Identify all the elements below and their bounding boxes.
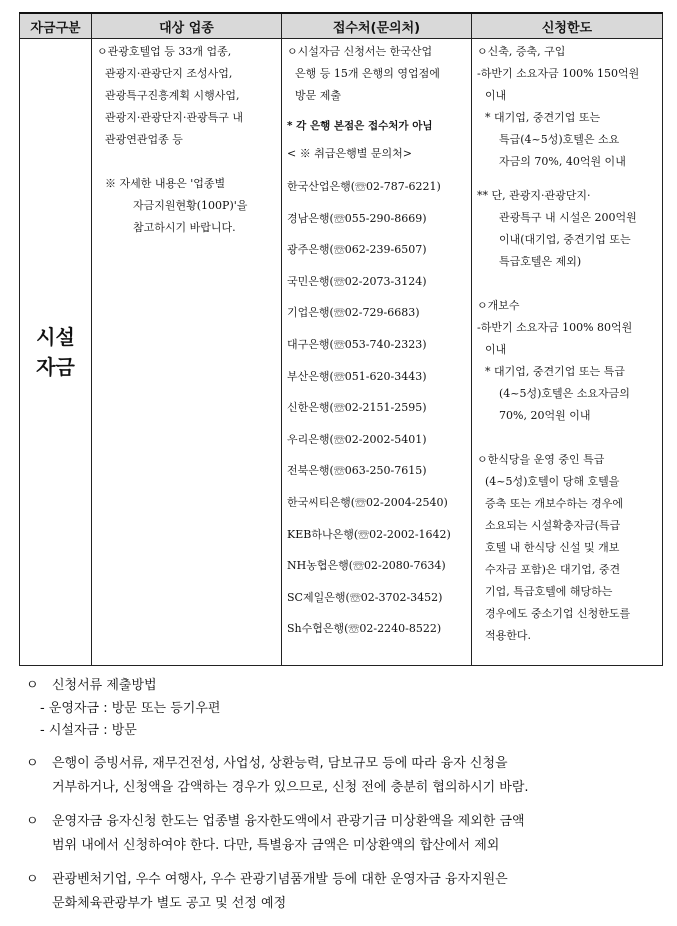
bank-contact: KEB하나은행(☏02-2002-1642): [287, 527, 451, 541]
industry-note-line: 참고하시기 바랍니다.: [133, 221, 236, 234]
limit-line: 호텔 내 한식당 신설 및 개보: [485, 541, 620, 554]
limit-line: ㅇ개보수: [477, 299, 520, 312]
limit-line: ** 단, 관광지·관광단지·: [477, 189, 591, 202]
bank-contact: NH농협은행(☏02-2080-7634): [287, 559, 446, 573]
limit-line: * 대기업, 중견기업 또는: [485, 111, 601, 124]
bank-contact: 기업은행(☏02-729-6683): [287, 306, 420, 320]
bank-contact: 신한은행(☏02-2151-2595): [287, 401, 427, 415]
bullet-icon: ㅇ: [26, 814, 39, 829]
note-bank-review: [26, 752, 656, 800]
limit-line: 자금의 70%, 40억원 이내: [499, 155, 626, 168]
limit-line: -하반기 소요자금 100% 150억원: [477, 67, 640, 80]
industry-line: 관광연관업종 등: [105, 133, 183, 146]
table-header-row: [20, 13, 663, 39]
note-title: 신청서류 제출방법: [52, 678, 157, 693]
fund-category-line: 자금: [36, 355, 75, 379]
bullet-icon: ㅇ: [26, 756, 39, 771]
reception-cell: [282, 39, 472, 666]
note-venture-support: [26, 868, 656, 916]
bank-contact: 경남은행(☏055-290-8669): [287, 211, 427, 225]
bank-contact: 한국산업은행(☏02-787-6221): [287, 180, 441, 193]
bank-contact: 우리은행(☏02-2002-5401): [287, 432, 427, 446]
fund-category-line: 시설: [36, 325, 75, 349]
limit-line: 이내: [485, 343, 507, 356]
limit-cell: [472, 39, 663, 666]
table-row: [20, 39, 663, 666]
bank-contact: 국민은행(☏02-2073-3124): [287, 274, 427, 288]
limit-line: ㅇ한식당을 운영 중인 특급: [477, 453, 605, 466]
bank-list: [287, 171, 467, 645]
limit-line: 경우에도 중소기업 신청한도를: [485, 607, 631, 620]
loan-table: [19, 12, 663, 666]
limit-line: 특급(4~5성)호텔은 소요: [499, 133, 620, 146]
reception-intro-line: ㅇ시설자금 신청서는 한국산업: [287, 45, 433, 58]
reception-intro-line: 은행 등 15개 은행의 영업점에: [295, 67, 440, 80]
limit-line: 70%, 20억원 이내: [499, 409, 591, 422]
bank-contact: 한국씨티은행(☏02-2004-2540): [287, 495, 448, 509]
header-limit: 신청한도: [472, 13, 663, 39]
bank-contact: 전북은행(☏063-250-7615): [287, 464, 427, 478]
limit-line: 증축 또는 개보수하는 경우에: [485, 497, 624, 510]
reception-bold-note: * 각 은행 본점은 접수처가 아님: [287, 120, 433, 132]
note-submission: [26, 674, 656, 742]
note-text: 거부하거나, 신청액을 감액하는 경우가 있으므로, 신청 전에 충분히 협의하시기 바람.: [52, 780, 529, 795]
limit-line: 수자금 포함)은 대기업, 중견: [485, 563, 621, 576]
bullet-icon: ㅇ: [26, 872, 39, 887]
industry-line: 관광특구진흥계획 시행사업,: [105, 89, 240, 102]
limit-line: ㅇ신축, 증축, 구입: [477, 45, 566, 58]
industry-note-line: ※ 자세한 내용은 '업종별: [105, 177, 226, 190]
limit-line: 소요되는 시설확충자금(특급: [485, 519, 621, 532]
bank-contact: Sh수협은행(☏02-2240-8522): [287, 622, 442, 636]
bank-contact: 광주은행(☏062-239-6507): [287, 243, 427, 257]
limit-line: 기업, 특급호텔에 해당하는: [485, 585, 613, 598]
header-industry: 대상 업종: [92, 13, 282, 39]
note-subitem: - 시설자금 : 방문: [40, 723, 137, 738]
industry-note-line: 자금지원현황(100P)'을: [133, 199, 248, 212]
industry-cell: [92, 39, 282, 666]
bullet-icon: ㅇ: [26, 678, 39, 693]
note-text: 문화체육관광부가 별도 공고 및 선정 예정: [52, 896, 287, 911]
notes-section: [26, 674, 656, 926]
header-reception: 접수처(문의처): [282, 13, 472, 39]
bank-contact: 대구은행(☏053-740-2323): [287, 337, 427, 351]
note-text: 범위 내에서 신청하여야 한다. 다만, 특별융자 금액은 미상환액의 합산에서 제외: [52, 838, 500, 853]
limit-line: (4~5성)호텔이 당해 호텔을: [485, 475, 620, 488]
bank-contact: SC제일은행(☏02-3702-3452): [287, 590, 443, 604]
industry-line: ㅇ관광호텔업 등 33개 업종,: [97, 45, 232, 58]
header-fund-type: 자금구분: [20, 13, 92, 39]
industry-line: 관광지·관광단지·관광특구 내: [105, 111, 244, 124]
limit-line: * 대기업, 중견기업 또는 특급: [485, 365, 625, 378]
limit-line: 관광특구 내 시설은 200억원: [499, 211, 637, 224]
limit-line: -하반기 소요자금 100% 80억원: [477, 321, 633, 334]
industry-line: 관광지·관광단지 조성사업,: [105, 67, 233, 80]
limit-line: 특급호텔은 제외): [499, 255, 582, 268]
limit-line: 적용한다.: [485, 629, 532, 642]
limit-line: 이내: [485, 89, 507, 102]
note-text: 은행이 증빙서류, 재무건전성, 사업성, 상환능력, 담보규모 등에 따라 융자 신청을: [52, 756, 508, 771]
note-operating-limit: [26, 810, 656, 858]
fund-category-cell: [20, 39, 92, 666]
note-text: 운영자금 융자신청 한도는 업종별 융자한도액에서 관광기금 미상환액을 제외한 금액: [52, 814, 525, 829]
bank-contact: 부산은행(☏051-620-3443): [287, 369, 427, 383]
note-subitem: - 운영자금 : 방문 또는 등기우편: [40, 701, 221, 716]
limit-line: (4~5성)호텔은 소요자금의: [499, 387, 630, 400]
limit-line: 이내(대기업, 중견기업 또는: [499, 233, 631, 246]
note-text: 관광벤처기업, 우수 여행사, 우수 관광기념품개발 등에 대한 운영자금 융자지원은: [52, 872, 508, 887]
inquiry-title: < ※ 취급은행별 문의처>: [287, 147, 412, 160]
reception-intro-line: 방문 제출: [295, 89, 342, 102]
